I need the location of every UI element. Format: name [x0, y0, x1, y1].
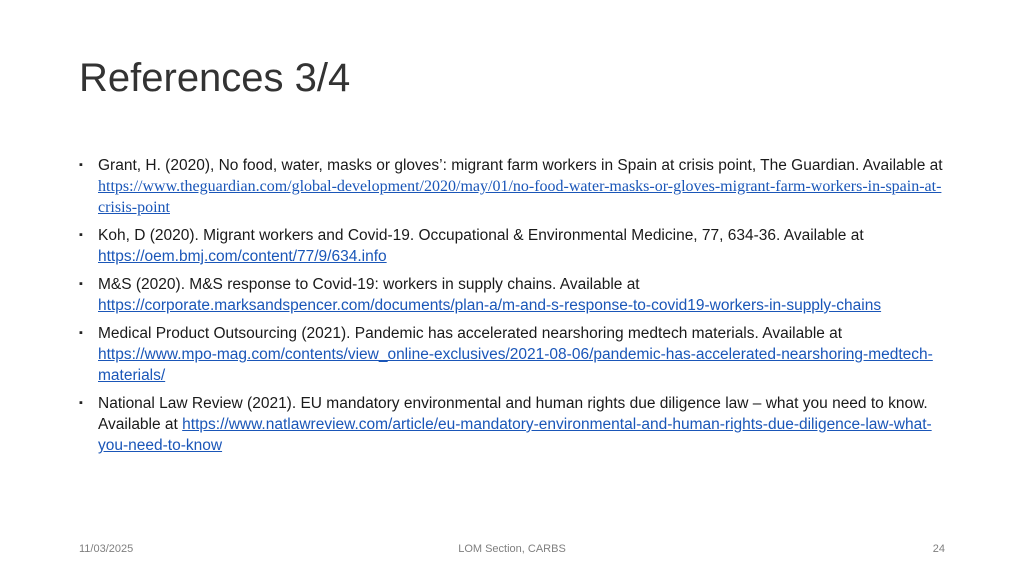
bullet-icon: ▪ [79, 278, 83, 290]
reference-link[interactable]: https://www.natlawreview.com/article/eu-mandatory-environmental-and-human-rights-due-diligence-law-what-you-need-to-know [98, 416, 932, 454]
reference-item [79, 155, 959, 218]
footer-date: 11/03/2025 [79, 543, 134, 555]
reference-item [79, 393, 959, 456]
reference-list [79, 155, 959, 463]
reference-link[interactable]: https://corporate.marksandspencer.com/documents/plan-a/m-and-s-response-to-covid19-workers-in-supply-chains [98, 297, 882, 314]
reference-text: National Law Review (2021). EU mandatory environmental and human rights due diligence law – what you need to know. Available at [98, 395, 928, 433]
reference-item [79, 225, 959, 267]
bullet-icon: ▪ [79, 327, 83, 339]
reference-link[interactable]: https://www.mpo-mag.com/contents/view_online-exclusives/2021-08-06/pandemic-has-accelerated-nearshoring-medtech-materials/ [98, 346, 933, 384]
bullet-icon: ▪ [79, 229, 83, 241]
reference-link[interactable]: https://www.theguardian.com/global-development/2020/may/01/no-food-water-masks-or-gloves-migrant-farm-workers-in-spain-at-crisis-point [98, 178, 942, 216]
reference-link[interactable]: https://oem.bmj.com/content/77/9/634.info [98, 248, 387, 265]
bullet-icon: ▪ [79, 397, 83, 409]
reference-text: Koh, D (2020). Migrant workers and Covid-19. Occupational & Environmental Medicine, 77, 634-36. Available at [98, 227, 864, 244]
reference-item [79, 274, 959, 316]
slide-title: References 3/4 [79, 56, 351, 100]
page-number: 24 [932, 543, 945, 555]
reference-text: M&S (2020). M&S response to Covid-19: workers in supply chains. Available at [98, 276, 640, 293]
bullet-icon: ▪ [79, 159, 83, 171]
reference-text: Grant, H. (2020), No food, water, masks or gloves’: migrant farm workers in Spain at crisis point, The Guardian. Available at [98, 157, 943, 174]
reference-text: Medical Product Outsourcing (2021). Pandemic has accelerated nearshoring medtech materials. Available at [98, 325, 843, 342]
footer-section: LOM Section, CARBS [458, 543, 566, 555]
reference-item [79, 323, 959, 386]
